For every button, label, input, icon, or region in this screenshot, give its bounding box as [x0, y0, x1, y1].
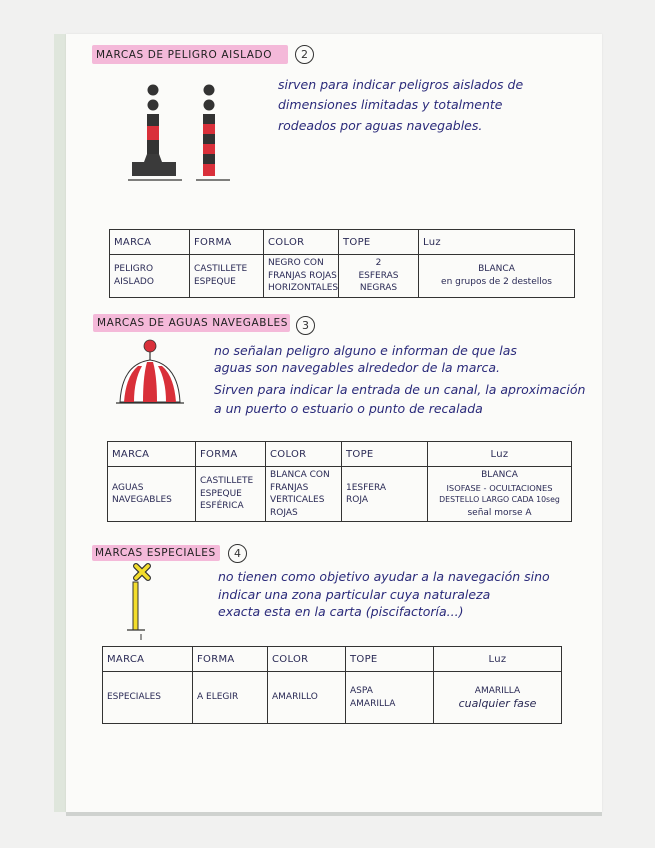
- description-line: no señalan peligro alguno e informan de que las: [214, 343, 517, 358]
- cell-luz: AMARILLA cualquier fase: [434, 672, 562, 724]
- header-marca: MARCA: [108, 442, 196, 467]
- header-color: COLOR: [268, 647, 346, 672]
- description-line: no tienen como objetivo ayudar a la navegación sino: [218, 569, 550, 584]
- header-tope: TOPE: [346, 647, 434, 672]
- table-header-row: [103, 647, 562, 672]
- header-forma: FORMA: [193, 647, 268, 672]
- page-bottom-edge: [66, 812, 602, 816]
- cell-tope: 2 ESFERAS NEGRAS: [339, 255, 419, 298]
- section-title-especiales: MARCAS ESPECIALES: [95, 547, 216, 559]
- cell-marca: PELIGRO AISLADO: [110, 255, 190, 298]
- header-color: COLOR: [264, 230, 339, 255]
- header-marca: MARCA: [103, 647, 193, 672]
- cell-marca: ESPECIALES: [103, 672, 193, 724]
- cell-color: BLANCA CON FRANJAS VERTICALES ROJAS: [266, 467, 342, 522]
- table-header-row: [110, 230, 575, 255]
- cell-luz: BLANCA ISOFASE - OCULTACIONES DESTELLO LARGO CADA 10seg señal morse A: [428, 467, 572, 522]
- header-luz: Luz: [428, 442, 572, 467]
- safe-water-buoy-icon: [112, 336, 192, 408]
- description-line: a un puerto o estuario o punto de recalada: [214, 401, 483, 416]
- description-line: exacta esta en la carta (piscifactoría...): [218, 604, 464, 619]
- section-title-aguas-navegables: MARCAS DE AGUAS NAVEGABLES: [97, 317, 289, 329]
- table-header-row: [108, 442, 572, 467]
- section-number: 3: [296, 316, 315, 335]
- cell-forma: CASTILLETE ESPEQUE ESFÉRICA: [196, 467, 266, 522]
- cell-marca: AGUAS NAVEGABLES: [108, 467, 196, 522]
- header-luz: Luz: [434, 647, 562, 672]
- header-forma: FORMA: [196, 442, 266, 467]
- section-number: 2: [295, 45, 314, 64]
- especiales-table: [102, 646, 562, 724]
- aguas-navegables-table: [107, 441, 572, 522]
- isolated-danger-buoy-icon: [120, 80, 240, 190]
- special-mark-buoy-icon: [115, 562, 165, 642]
- table-row: [103, 672, 562, 724]
- header-marca: MARCA: [110, 230, 190, 255]
- peligro-aislado-table: [109, 229, 575, 298]
- header-luz: Luz: [419, 230, 575, 255]
- cell-tope: ASPA AMARILLA: [346, 672, 434, 724]
- header-color: COLOR: [266, 442, 342, 467]
- cell-luz: BLANCA en grupos de 2 destellos: [419, 255, 575, 298]
- description-line: indicar una zona particular cuya naturaleza: [218, 587, 491, 602]
- cell-forma: CASTILLETE ESPEQUE: [190, 255, 264, 298]
- cell-forma: A ELEGIR: [193, 672, 268, 724]
- cell-color: AMARILLO: [268, 672, 346, 724]
- cell-tope: 1ESFERA ROJA: [342, 467, 428, 522]
- description-line: rodeados por aguas navegables.: [278, 118, 483, 133]
- table-row: [110, 255, 575, 298]
- header-tope: TOPE: [339, 230, 419, 255]
- header-forma: FORMA: [190, 230, 264, 255]
- description-line: sirven para indicar peligros aislados de: [278, 77, 524, 92]
- header-tope: TOPE: [342, 442, 428, 467]
- notebook-margin: [54, 34, 66, 812]
- section-number: 4: [228, 544, 247, 563]
- cell-color: NEGRO CON FRANJAS ROJAS HORIZONTALES: [264, 255, 339, 298]
- description-line: Sirven para indicar la entrada de un canal, la aproximación: [214, 382, 586, 397]
- description-line: dimensiones limitadas y totalmente: [278, 97, 503, 112]
- table-row: [108, 467, 572, 522]
- section-title-peligro-aislado: MARCAS DE PELIGRO AISLADO: [96, 49, 273, 61]
- description-line: aguas son navegables alrededor de la marca.: [214, 360, 501, 375]
